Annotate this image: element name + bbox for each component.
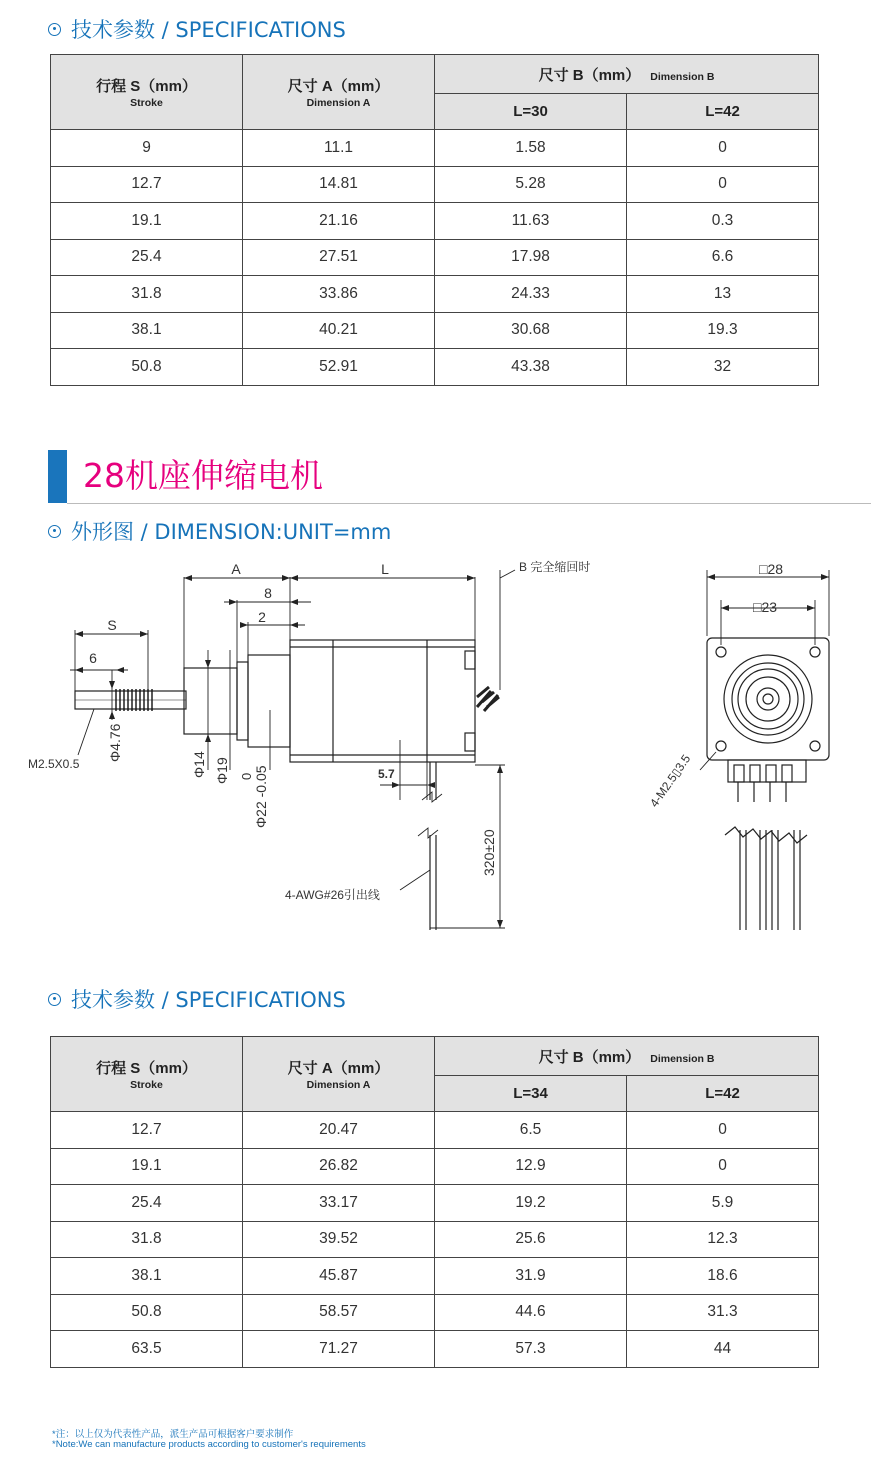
spec1-heading: 技术参数 / SPECIFICATIONS [48, 14, 346, 44]
table-row [51, 276, 819, 313]
table-cell: 13 [627, 276, 819, 313]
table-cell: 43.38 [435, 349, 627, 386]
title-divider [67, 503, 871, 504]
table-cell: 20.47 [243, 1112, 435, 1149]
label-6: 6 [89, 650, 97, 666]
label-2: 2 [258, 609, 266, 625]
table-row [51, 166, 819, 203]
label-thread: M2.5X0.5 [28, 757, 80, 771]
table-cell: 0.3 [627, 203, 819, 240]
table-row [51, 1185, 819, 1222]
label-s: S [107, 617, 117, 633]
table-row [51, 1331, 819, 1368]
table-cell: 0 [627, 1148, 819, 1185]
table-cell: 27.51 [243, 239, 435, 276]
table-cell: 63.5 [51, 1331, 243, 1368]
circle-bullet-icon [48, 525, 61, 538]
table-cell: 32 [627, 349, 819, 386]
header-dimension-a: 尺寸 A（mm） Dimension A [243, 55, 435, 130]
table-cell: 33.17 [243, 1185, 435, 1222]
table-cell: 44.6 [435, 1294, 627, 1331]
header-stroke: 行程 S（mm） Stroke [51, 55, 243, 130]
table-cell: 30.68 [435, 312, 627, 349]
table-cell: 11.63 [435, 203, 627, 240]
label-d19: Φ19 [214, 757, 230, 784]
table-cell: 19.1 [51, 203, 243, 240]
table-cell: 52.91 [243, 349, 435, 386]
header-dimension-b: 尺寸 B（mm） Dimension B [435, 55, 819, 94]
table-cell: 31.9 [435, 1258, 627, 1295]
table-cell: 40.21 [243, 312, 435, 349]
dimension-heading: 外形图 / DIMENSION:UNIT=mm [48, 516, 391, 546]
table-row [51, 1112, 819, 1149]
table-cell: 6.5 [435, 1112, 627, 1149]
table-cell: 5.28 [435, 166, 627, 203]
label-square23: □23 [752, 599, 778, 615]
table-row [51, 312, 819, 349]
spec1-table [50, 54, 819, 386]
table-cell: 21.16 [243, 203, 435, 240]
table-cell: 24.33 [435, 276, 627, 313]
table-cell: 0 [627, 130, 819, 167]
title-accent-bar [48, 450, 67, 503]
table-row [51, 239, 819, 276]
table-cell: 31.8 [51, 1221, 243, 1258]
header-stroke: 行程 S（mm） Stroke [51, 1037, 243, 1112]
table-cell: 6.6 [627, 239, 819, 276]
table-cell: 0 [627, 1112, 819, 1149]
label-320: 320±20 [481, 829, 497, 876]
table-cell: 25.4 [51, 1185, 243, 1222]
label-b: B 完全缩回时 [519, 560, 591, 574]
label-d14: Φ14 [191, 751, 207, 778]
circle-bullet-icon [48, 23, 61, 36]
table-cell: 1.58 [435, 130, 627, 167]
table-cell: 5.9 [627, 1185, 819, 1222]
spec2-table [50, 1036, 819, 1368]
circle-bullet-icon [48, 993, 61, 1006]
table-cell: 38.1 [51, 1258, 243, 1295]
table-cell: 12.7 [51, 166, 243, 203]
table-cell: 19.1 [51, 1148, 243, 1185]
header-l2: L=42 [627, 94, 819, 130]
header-l1: L=30 [435, 94, 627, 130]
table-cell: 39.52 [243, 1221, 435, 1258]
table-cell: 14.81 [243, 166, 435, 203]
table-row [51, 1294, 819, 1331]
label-d22-tol0: 0 [239, 772, 254, 780]
table-cell: 25.4 [51, 239, 243, 276]
header-l1: L=34 [435, 1076, 627, 1112]
table-cell: 44 [627, 1331, 819, 1368]
section-title: 28机座伸缩电机 [83, 456, 323, 495]
table-cell: 26.82 [243, 1148, 435, 1185]
table-cell: 38.1 [51, 312, 243, 349]
table-cell: 45.87 [243, 1258, 435, 1295]
label-5-7: 5.7 [378, 767, 395, 781]
label-d476: Φ4.76 [107, 723, 123, 762]
table-cell: 9 [51, 130, 243, 167]
table-cell: 18.6 [627, 1258, 819, 1295]
table-cell: 17.98 [435, 239, 627, 276]
table-cell: 33.86 [243, 276, 435, 313]
table-row [51, 1221, 819, 1258]
note-cn: *注：以上仅为代表性产品，派生产品可根据客户要求制作 [52, 1429, 294, 1440]
table-cell: 11.1 [243, 130, 435, 167]
spec2-heading: 技术参数 / SPECIFICATIONS [48, 984, 346, 1014]
table-cell: 0 [627, 166, 819, 203]
label-d22: Φ22 -0.05 [253, 765, 269, 828]
table-cell: 31.8 [51, 276, 243, 313]
table-cell: 25.6 [435, 1221, 627, 1258]
header-l2: L=42 [627, 1076, 819, 1112]
table-cell: 19.3 [627, 312, 819, 349]
table-row [51, 349, 819, 386]
label-square28: □28 [758, 561, 784, 577]
table-cell: 12.9 [435, 1148, 627, 1185]
label-l: L [381, 561, 389, 577]
header-dimension-a: 尺寸 A（mm） Dimension A [243, 1037, 435, 1112]
table-cell: 12.3 [627, 1221, 819, 1258]
table-cell: 31.3 [627, 1294, 819, 1331]
table-cell: 57.3 [435, 1331, 627, 1368]
table-cell: 19.2 [435, 1185, 627, 1222]
table-cell: 50.8 [51, 349, 243, 386]
dimension-drawing [0, 550, 871, 945]
table-row [51, 1148, 819, 1185]
header-dimension-b: 尺寸 B（mm） Dimension B [435, 1037, 819, 1076]
table-row [51, 203, 819, 240]
table-cell: 71.27 [243, 1331, 435, 1368]
table-cell: 58.57 [243, 1294, 435, 1331]
label-holes: 4-M2.5▯3.5 [646, 752, 694, 810]
table-row [51, 1258, 819, 1295]
note-en: *Note:We can manufacture products according to customer's requirements [52, 1439, 366, 1450]
label-wire: 4-AWG#26引出线 [285, 888, 380, 902]
table-cell: 50.8 [51, 1294, 243, 1331]
label-8: 8 [264, 585, 272, 601]
table-row [51, 130, 819, 167]
label-a: A [231, 561, 241, 577]
table-cell: 12.7 [51, 1112, 243, 1149]
